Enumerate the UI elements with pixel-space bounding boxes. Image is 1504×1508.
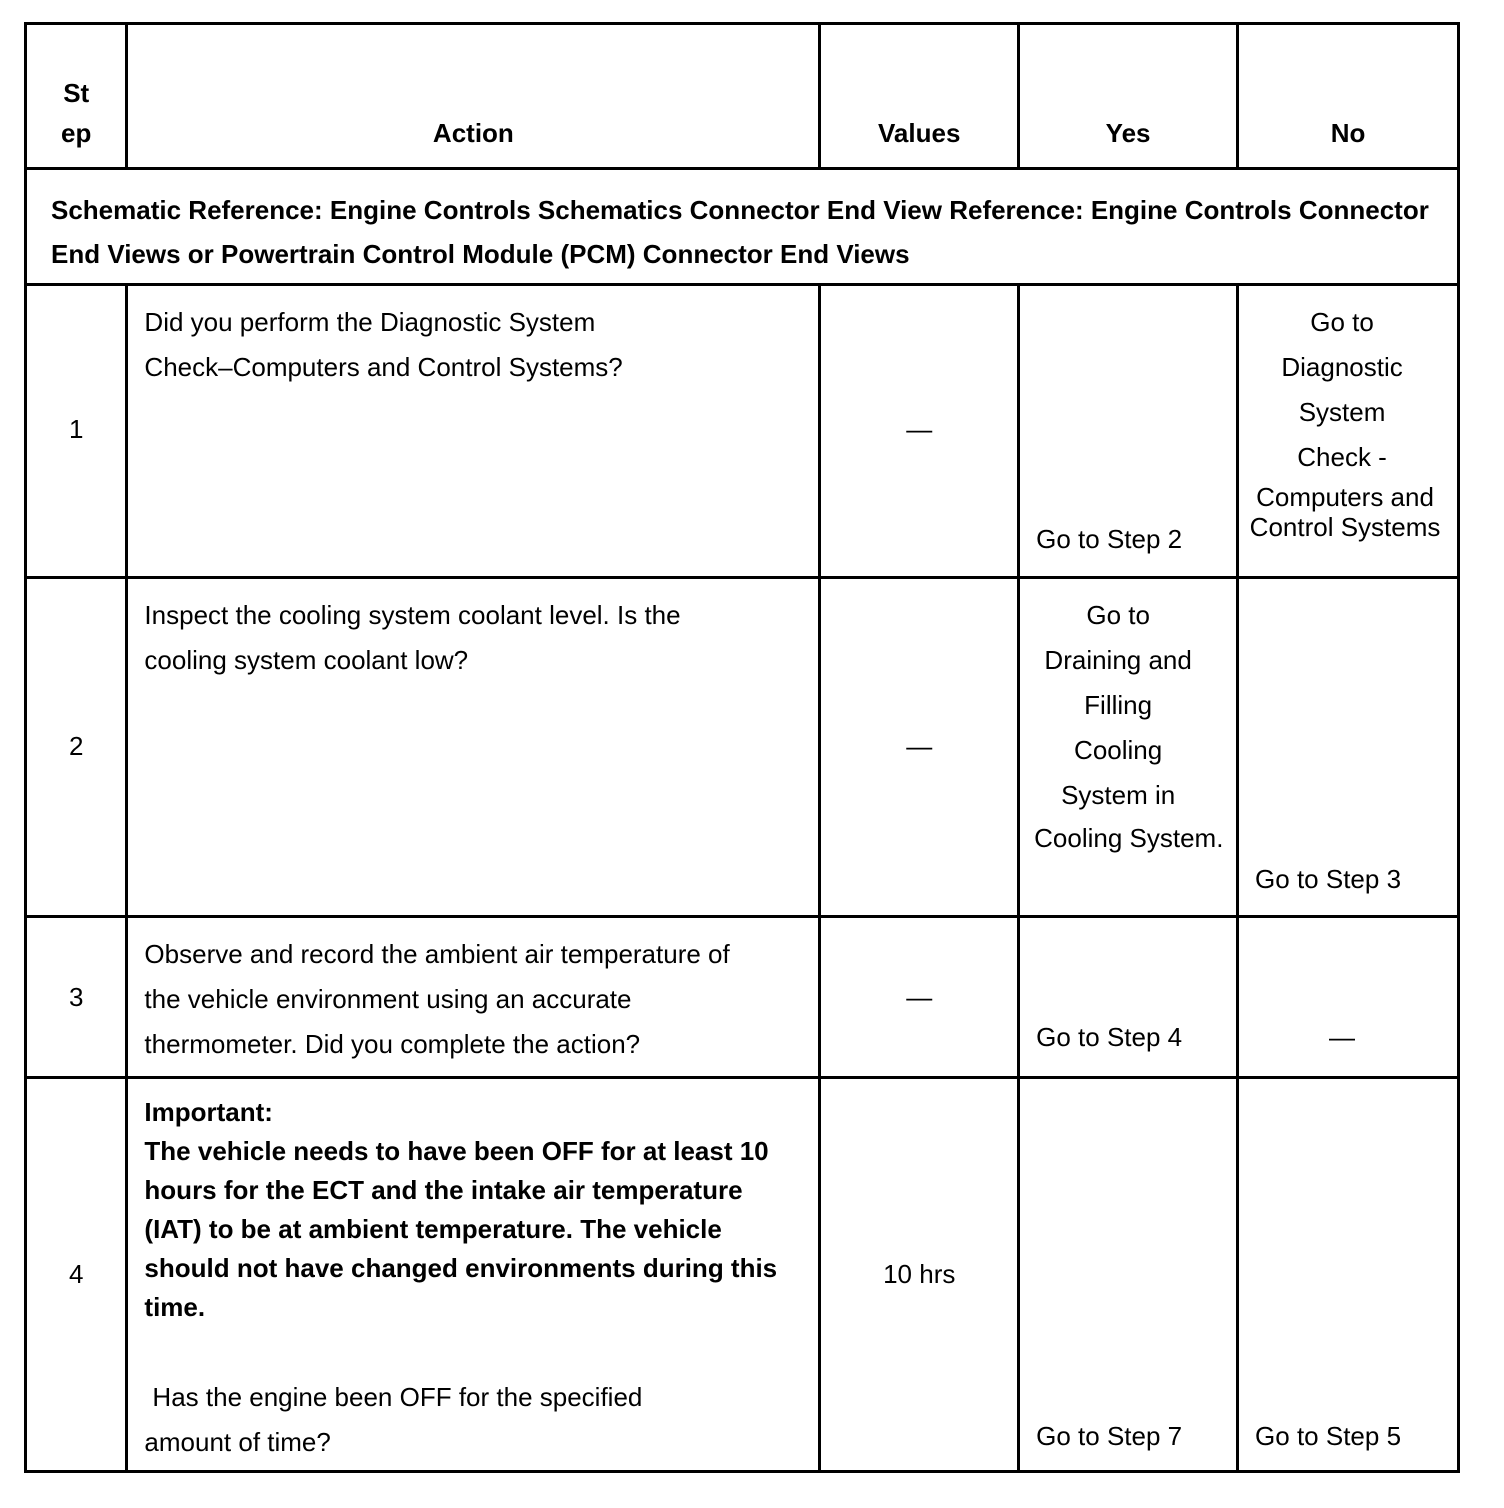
action-cell: [127, 578, 820, 917]
step-number: 4: [68, 1259, 84, 1289]
header-action: Action: [127, 24, 820, 169]
action-text: Did you perform the Diagnostic System Check–Computers and Control Systems?: [144, 307, 623, 382]
no-cell: [1238, 285, 1459, 578]
important-text: The vehicle needs to have been OFF for at least 10 hours for the ECT and the intake air temperature (IAT) to be at ambient temperature. The vehicle should not have changed environments during this time.: [144, 1136, 778, 1322]
no-text: —: [1329, 1022, 1356, 1052]
action-cell: [127, 1078, 820, 1472]
yes-line: Draining and: [1044, 645, 1192, 675]
yes-line: System in: [1061, 780, 1176, 810]
yes-text: [1020, 593, 1216, 818]
yes-line: Cooling System.: [1034, 823, 1224, 853]
no-text: Go to Step 3: [1255, 864, 1402, 894]
header-no: No: [1238, 24, 1459, 169]
table-row: [26, 285, 1459, 578]
yes-cell: [1019, 917, 1238, 1078]
action-text: Has the engine been OFF for the specified amount of time?: [144, 1382, 643, 1457]
no-text: [1239, 300, 1445, 480]
yes-cell: [1019, 1078, 1238, 1472]
diagnostic-table: [24, 22, 1460, 1473]
no-line: Computers and: [1256, 482, 1434, 512]
yes-text: Go to Step 4: [1036, 1022, 1183, 1052]
header-step: St ep: [26, 24, 127, 169]
values-cell: [820, 578, 1019, 917]
no-line: Control Systems: [1249, 512, 1441, 542]
no-cell: [1238, 917, 1459, 1078]
no-cell: [1238, 1078, 1459, 1472]
step-number: 1: [68, 414, 84, 444]
action-cell: [127, 285, 820, 578]
action-cell: [127, 917, 820, 1078]
step-cell: [26, 285, 127, 578]
header-values: Values: [820, 24, 1019, 169]
table-row: [26, 1078, 1459, 1472]
yes-cell: [1019, 285, 1238, 578]
yes-line: Cooling: [1074, 735, 1163, 765]
value-text: —: [906, 731, 933, 761]
no-text-cont: [1239, 482, 1451, 542]
yes-text: Go to Step 2: [1036, 524, 1183, 554]
yes-line: Filling: [1084, 690, 1153, 720]
action-text: Inspect the cooling system coolant level. Is the cooling system coolant low?: [144, 600, 681, 675]
value-text: —: [906, 982, 933, 1012]
important-note: [144, 1093, 784, 1327]
header-yes: Yes: [1019, 24, 1238, 169]
step-cell: [26, 1078, 127, 1472]
value-text: 10 hrs: [883, 1259, 956, 1289]
yes-cell: [1019, 578, 1238, 917]
no-text: Go to Step 5: [1255, 1421, 1402, 1451]
value-text: —: [906, 414, 933, 444]
no-line: System: [1298, 397, 1386, 427]
step-cell: [26, 578, 127, 917]
header-row: [26, 24, 1459, 169]
action-text: Observe and record the ambient air temperature of the vehicle environment using an accurate thermometer. Did you complete the action?: [144, 939, 730, 1059]
yes-text: Go to Step 7: [1036, 1421, 1183, 1451]
values-cell: [820, 917, 1019, 1078]
no-line: Check -: [1297, 442, 1387, 472]
step-number: 2: [68, 731, 84, 761]
schematic-reference: Schematic Reference: Engine Controls Schematics Connector End View Reference: Engine Controls Connector End Views or Powertrain Control Module (PCM) Connector End Views: [26, 169, 1459, 285]
step-cell: [26, 917, 127, 1078]
no-line: Diagnostic: [1281, 352, 1403, 382]
reference-row: [26, 169, 1459, 285]
values-cell: [820, 1078, 1019, 1472]
table-row: [26, 917, 1459, 1078]
no-cell: [1238, 578, 1459, 917]
step-number: 3: [68, 982, 84, 1012]
values-cell: [820, 285, 1019, 578]
yes-line: Go to: [1086, 600, 1150, 630]
important-label: Important:: [144, 1097, 273, 1127]
no-line: Go to: [1310, 307, 1374, 337]
table-row: [26, 578, 1459, 917]
